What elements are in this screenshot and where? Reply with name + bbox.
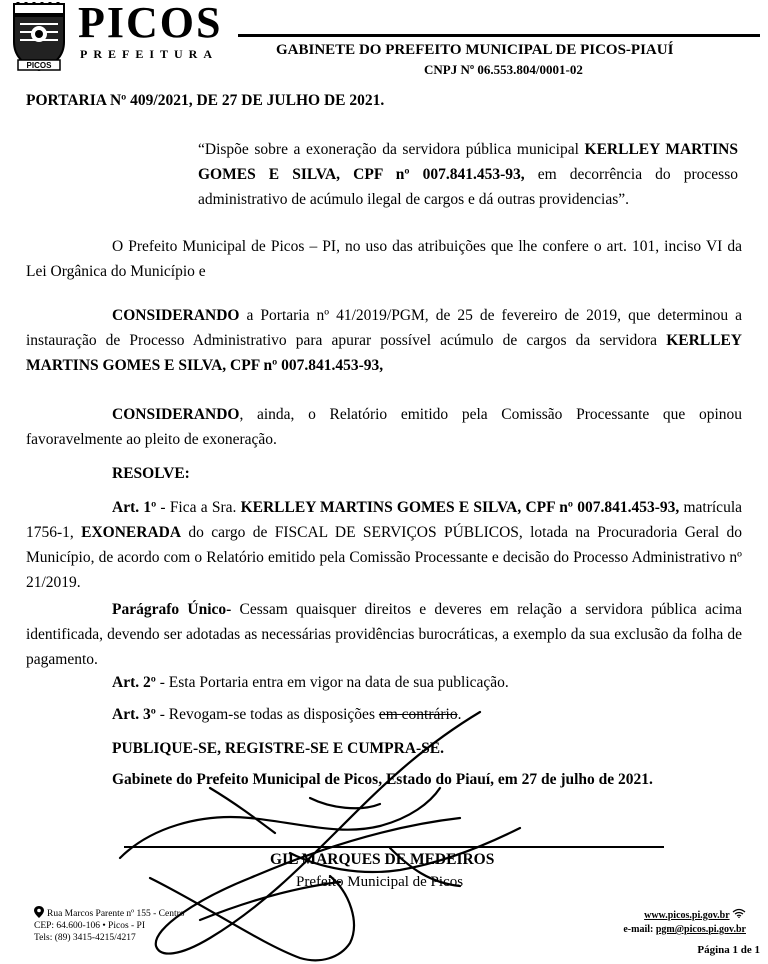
footer-address-row: [34, 906, 185, 920]
closing-formula: PUBLIQUE-SE, REGISTRE-SE E CUMPRA-SE.: [112, 740, 445, 757]
page-number: Página 1 de 1: [697, 944, 760, 956]
brand-name: PICOS: [78, 0, 223, 47]
article-3-text: - Revogam-se todas as disposições: [155, 706, 379, 723]
cnpj-number: CNPJ Nº 06.553.804/0001-02: [424, 62, 583, 77]
article-2-text: - Esta Portaria entra em vigor na data de sua publicação.: [155, 674, 509, 691]
wifi-icon: [732, 908, 746, 918]
footer-email-link[interactable]: pgm@picos.pi.gov.br: [655, 924, 746, 935]
considering-1-text: a Portaria nº 41/2019/PGM, de 25 de fevereiro de 2019, que determinou a instauração de Processo Administrativo para apurar possível acúmulo de cargos da servidora: [26, 307, 742, 349]
article-2: [112, 674, 509, 692]
office-name: GABINETE DO PREFEITO MUNICIPAL DE PICOS-PIAUÍ: [276, 42, 674, 58]
place-and-date: Gabinete do Prefeito Municipal de Picos, Estado do Piauí, em 27 de julho de 2021.: [112, 771, 653, 788]
summary-part-2: em decorrência do processo administrativo de acúmulo ilegal de cargos e dá outras providencias”.: [198, 166, 738, 208]
map-pin-icon: [34, 906, 44, 918]
preamble-text: O Prefeito Municipal de Picos – PI, no uso das atribuições que lhe confere o art. 101, inciso VI da Lei Orgânica do Município e: [26, 238, 742, 280]
footer-contact: [34, 906, 185, 944]
resolve-heading: RESOLVE:: [112, 465, 190, 482]
footer-email-label: e-mail:: [623, 924, 656, 935]
summary-person-name: KERLLEY MARTINS GOMES E SILVA, CPF nº 007.841.453-93,: [198, 141, 738, 183]
article-1-exonerada: EXONERADA: [81, 524, 182, 541]
considering-2: [26, 402, 742, 452]
signer-name: GIL MARQUES DE MEDEIROS: [270, 851, 495, 868]
document-title: PORTARIA Nº 409/2021, DE 27 DE JULHO DE 2021.: [26, 92, 385, 109]
considering-2-label: CONSIDERANDO: [112, 406, 240, 423]
article-1-name: KERLLEY MARTINS GOMES E SILVA, CPF nº 007.841.453-93,: [240, 499, 680, 516]
footer-phone: Tels: (89) 3415-4215/4217: [34, 933, 136, 943]
considering-1: [26, 303, 742, 378]
considering-1-name: KERLLEY MARTINS GOMES E SILVA, CPF nº 007.841.453-93,: [26, 332, 742, 374]
footer-cep: CEP: 64.600-106 • Picos - PI: [34, 921, 145, 931]
single-paragraph-label: Parágrafo Único-: [112, 601, 232, 618]
article-3-struck-text: em contrário: [378, 706, 458, 723]
city-crest-logo: [10, 2, 68, 74]
summary-part-1: “Dispõe sobre a exoneração da servidora pública municipal: [198, 141, 585, 158]
article-2-label: Art. 2º: [112, 674, 156, 691]
svg-text:PICOS: PICOS: [26, 61, 52, 70]
single-paragraph: [26, 597, 742, 672]
article-1: [26, 495, 742, 595]
considering-2-text: , ainda, o Relatório emitido pela Comissão Processante que opinou favoravelmente ao pleito de exoneração.: [26, 406, 742, 448]
signer-role: Prefeito Municipal de Picos: [296, 874, 464, 890]
article-1-text-1: - Fica a Sra.: [156, 499, 241, 516]
considering-1-label: CONSIDERANDO: [112, 307, 240, 324]
article-1-text-2: matrícula 1756-1,: [26, 499, 743, 541]
footer-web: [623, 908, 746, 937]
brand-subtitle: PREFEITURA: [80, 47, 219, 61]
footer-website-link[interactable]: www.picos.pi.gov.br: [644, 910, 730, 921]
header-rule: [238, 34, 760, 37]
footer-address: Rua Marcos Parente nº 155 - Centro: [47, 909, 185, 919]
single-paragraph-text: Cessam quaisquer direitos e deveres em relação a servidora pública acima identificada, devendo ser adotadas as necessárias providências burocráticas, a exemplo da sua exclusão da folha de pagamento.: [26, 601, 742, 668]
summary-text: [198, 137, 738, 212]
article-1-text-3: do cargo de FISCAL DE SERVIÇOS PÚBLICOS, lotada na Procuradoria Geral do Município, de acordo com o Relatório emitido pela Comissão Processante e decisão do Processo Administrativo nº 21/2019.: [26, 524, 742, 591]
article-3-end: .: [457, 706, 462, 723]
article-1-label: Art. 1º: [112, 499, 157, 516]
article-3-label: Art. 3º: [112, 706, 156, 723]
